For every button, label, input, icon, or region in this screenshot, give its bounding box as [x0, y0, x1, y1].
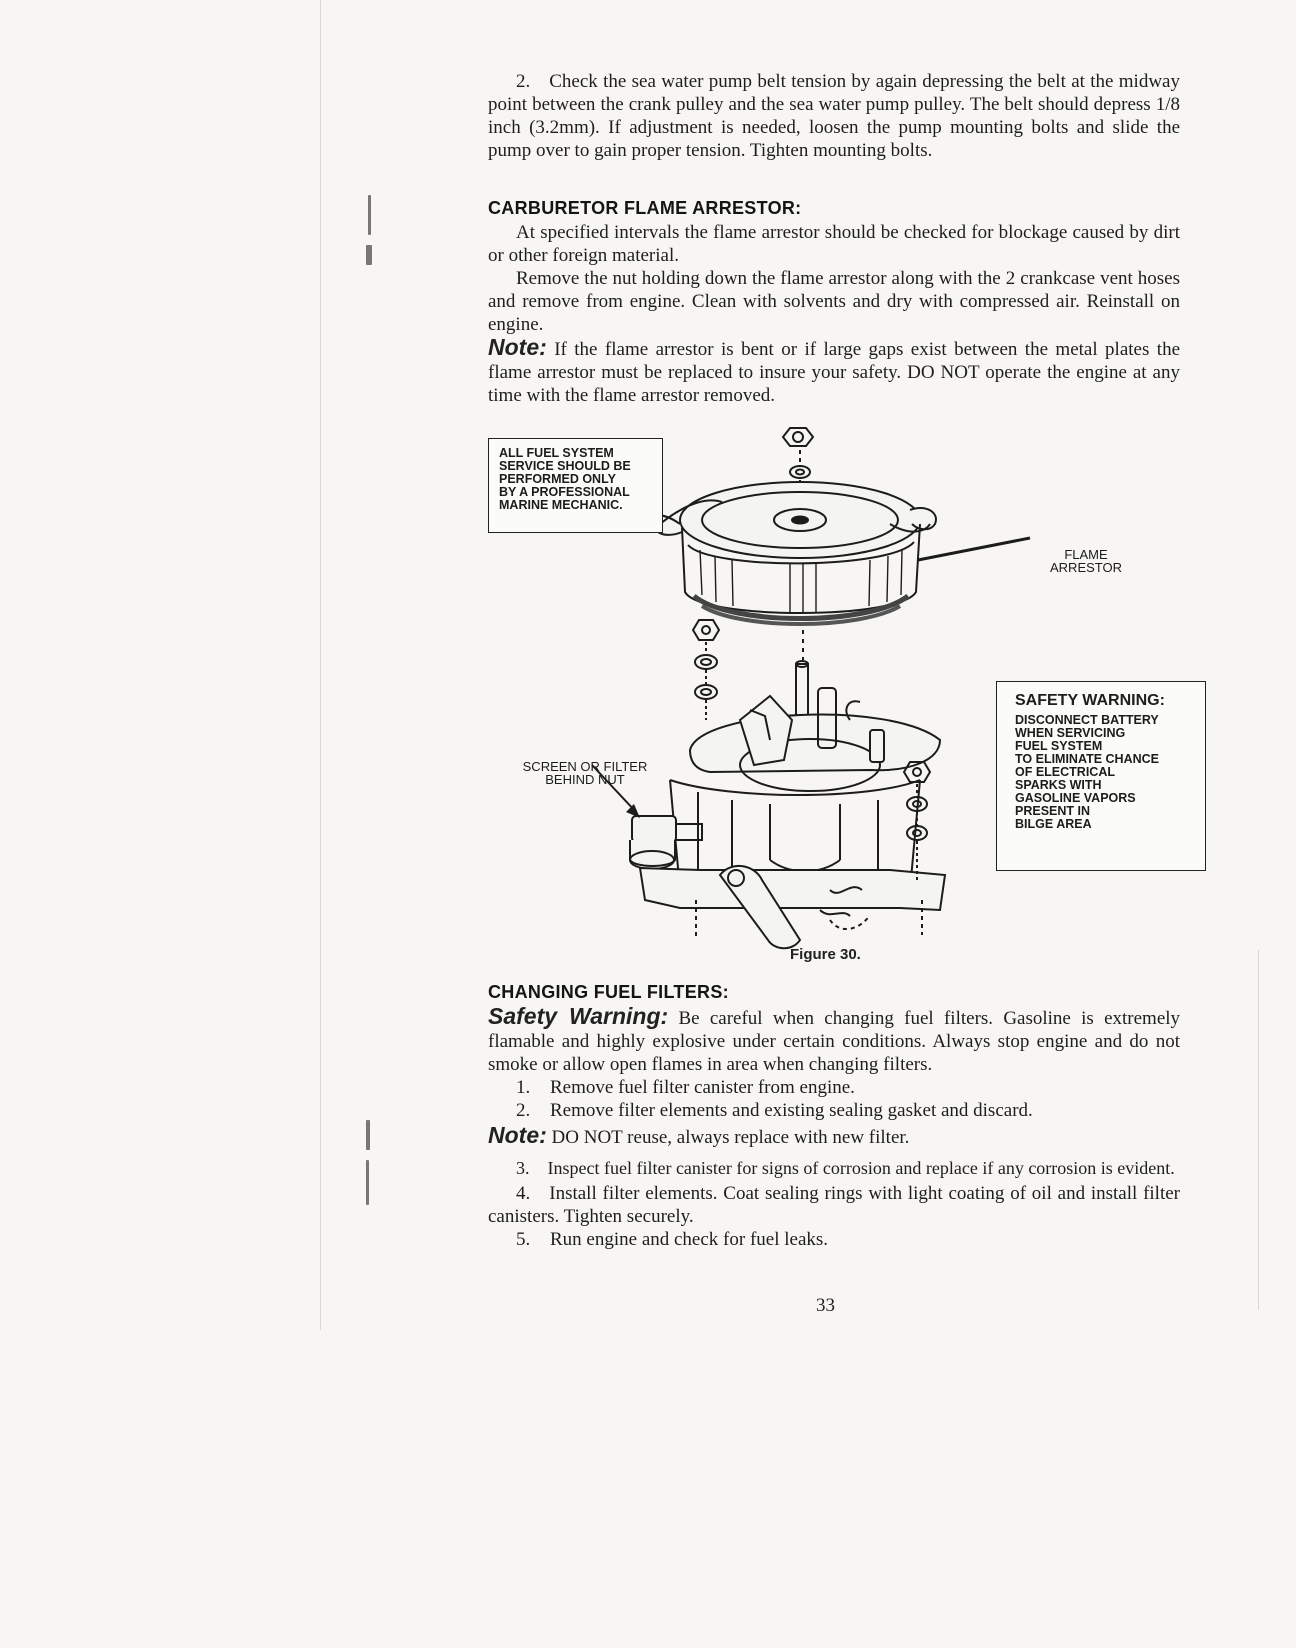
fuel-filter-step-4: 4. Install filter elements. Coat sealing rings with light coating of oil and install filter canisters. Tighten securely.	[488, 1183, 1180, 1227]
safety-line-5: OF ELECTRICAL	[1015, 765, 1115, 779]
carburetor-para-2: Remove the nut holding down the flame arrestor along with the 2 crankcase vent hoses and remove from engine. Clean with solvents and dry with compressed air. Reinstall on engine.	[488, 268, 1180, 335]
fuel-filter-step-1	[488, 1076, 1180, 1099]
screen-filter-label-line-1: SCREEN OR FILTER	[522, 759, 648, 774]
service-notice-line-5: MARINE MECHANIC.	[499, 498, 623, 512]
service-notice-line-4: BY A PROFESSIONAL	[499, 485, 630, 499]
service-notice-line-1: ALL FUEL SYSTEM	[499, 446, 614, 460]
top-nut-icon	[783, 428, 813, 478]
note-label: Note:	[488, 334, 547, 360]
fuel-inlet-fitting	[630, 816, 702, 869]
fuel-filters-section	[488, 982, 1180, 1251]
safety-line-4: TO ELIMINATE CHANCE	[1015, 752, 1159, 766]
step-text: Run engine and check for fuel leaks.	[550, 1229, 829, 1250]
safety-line-7: GASOLINE VAPORS	[1015, 791, 1136, 805]
service-notice-line-3: PERFORMED ONLY	[499, 472, 616, 486]
safety-warning-label: Safety Warning:	[488, 1003, 669, 1029]
flame-arrestor-lid	[653, 482, 936, 558]
fuel-filters-note-text: DO NOT reuse, always replace with new filter.	[551, 1127, 910, 1148]
step-text: Remove filter elements and existing sealing gasket and discard.	[550, 1100, 1033, 1121]
flame-arrestor-label	[1050, 548, 1122, 574]
fuel-filters-note	[488, 1124, 1180, 1149]
screen-filter-label	[515, 760, 655, 786]
carburetor-body	[630, 661, 945, 948]
step-number: 2.	[516, 1100, 531, 1121]
fuel-filters-heading: CHANGING FUEL FILTERS:	[488, 982, 729, 1002]
step-2-block	[488, 70, 1180, 162]
fuel-inlet-nut-icon	[693, 620, 719, 720]
step-text: Remove fuel filter canister from engine.	[550, 1077, 855, 1098]
carburetor-para-1: At specified intervals the flame arrestor should be checked for blockage caused by dirt or other foreign material.	[488, 222, 1180, 266]
note-label: Note:	[488, 1122, 547, 1148]
mounting-nut-icon	[904, 762, 930, 880]
safety-warning-title: SAFETY WARNING:	[1015, 692, 1165, 709]
figure-caption: Figure 30.	[790, 946, 861, 963]
step-number: 5.	[516, 1229, 531, 1250]
carburetor-section	[488, 198, 1180, 407]
carburetor-heading: CARBURETOR FLAME ARRESTOR:	[488, 198, 802, 218]
fuel-filters-warning-text: Be careful when changing fuel filters. Gasoline is extremely flamable and highly explosive under certain conditions. Always stop engine and do not smoke or allow open flames in area when changing filters.	[488, 1008, 1181, 1075]
safety-warning-box	[996, 681, 1206, 871]
safety-line-2: WHEN SERVICING	[1015, 726, 1126, 740]
service-notice-line-2: SERVICE SHOULD BE	[499, 459, 631, 473]
fuel-filter-step-3: 3. Inspect fuel filter canister for signs of corrosion and replace if any corrosion is evident.	[516, 1158, 1175, 1178]
carburetor-note	[488, 336, 1180, 407]
flame-arrestor-label-line-1: FLAME	[1064, 547, 1108, 562]
safety-line-1: DISCONNECT BATTERY	[1015, 713, 1159, 727]
fuel-filter-step-5	[488, 1228, 1180, 1251]
fuel-filter-step-2	[488, 1099, 1180, 1122]
fuel-filters-warning	[488, 1005, 1180, 1076]
safety-line-9: BILGE AREA	[1015, 817, 1092, 831]
service-notice-box	[488, 438, 663, 533]
safety-line-3: FUEL SYSTEM	[1015, 739, 1103, 753]
screen-filter-label-line-2: BEHIND NUT	[545, 772, 625, 787]
step-2-text: 2. Check the sea water pump belt tension by again depressing the belt at the midway point between the crank pulley and the sea water pump pulley. The belt should depress 1/8 inch (3.2mm). If adjustment is needed, loosen the pump mounting bolts and slide the pump over to gain proper tension. Tighten mounting bolts.	[488, 71, 1180, 161]
flame-arrestor-label-line-2: ARRESTOR	[1050, 560, 1122, 575]
step-number: 1.	[516, 1077, 531, 1098]
safety-line-6: SPARKS WITH	[1015, 778, 1102, 792]
carburetor-note-text: If the flame arrestor is bent or if large gaps exist between the metal plates the flame arrestor must be replaced to insure your safety. DO NOT operate the engine at any time with the flame arrestor removed.	[488, 339, 1180, 406]
safety-line-8: PRESENT IN	[1015, 804, 1091, 818]
page-number: 33	[816, 1295, 835, 1316]
